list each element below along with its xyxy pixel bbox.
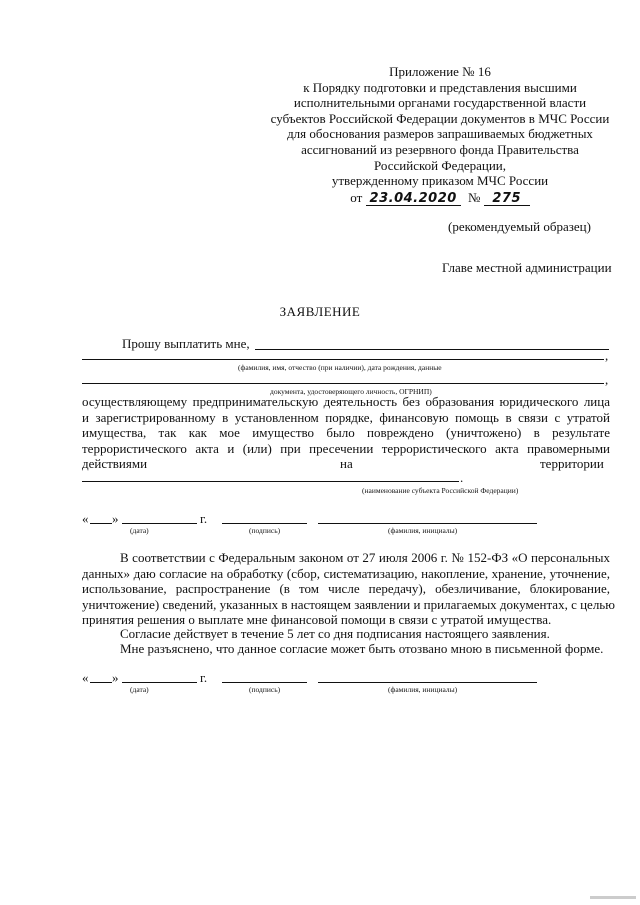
day-fill-line[interactable] <box>90 523 112 524</box>
name-fill-line-2[interactable] <box>82 359 604 360</box>
close-quote: » <box>112 511 119 526</box>
month-year-fill-line[interactable] <box>122 523 197 524</box>
caption-subject: (наименование субъекта Российской Федерации) <box>362 486 519 495</box>
comma: , <box>605 372 609 387</box>
open-quote: « <box>82 511 89 526</box>
paragraph-word: на <box>340 456 353 471</box>
order-number-handwritten: 275 <box>484 192 530 206</box>
header-line: исполнительными органами государственной власти <box>293 95 587 111</box>
paragraph-main <box>82 394 610 456</box>
subject-fill-line[interactable] <box>82 481 459 482</box>
caption-signature: (подпись) <box>249 685 281 694</box>
header-line: ассигнований из резервного фонда Правительства <box>301 141 579 157</box>
close-quote: » <box>112 670 119 685</box>
request-intro: Прошу выплатить мне, <box>122 336 250 351</box>
signature-fill-line[interactable] <box>222 682 307 683</box>
caption-initials: (фамилия, инициалы) <box>388 526 458 535</box>
paragraph-line: террористического акта и (или) при пресечении террористического акта правомерными <box>82 440 610 456</box>
header-line: Приложение № 16 <box>389 64 491 79</box>
initials-fill-line[interactable] <box>318 682 537 683</box>
caption-signature: (подпись) <box>249 526 281 535</box>
order-number-label: № <box>468 189 481 205</box>
consent-line: данных» даю согласие на обработку (сбор, систематизацию, накопление, хранение, уточнение, <box>82 565 610 581</box>
document-fill-line[interactable] <box>82 383 604 384</box>
paragraph-word: действиями <box>82 456 148 471</box>
year-suffix: г. <box>200 670 208 685</box>
consent-line: уничтожение) сведений, указанных в настоящем заявлении и прилагаемых документах, с целью <box>82 596 615 612</box>
revocation-statement: Мне разъяснено, что данное согласие может быть отозвано мною в письменной форме. <box>120 641 604 656</box>
consent-line: использование, распространение (в том числе передачу), обезличивание, блокирование, <box>82 581 610 597</box>
signature-fill-line[interactable] <box>222 523 307 524</box>
open-quote: « <box>82 670 89 685</box>
order-date-handwritten: 23.04.2020 <box>366 192 461 206</box>
header-line: Российской Федерации, <box>374 157 506 173</box>
order-from-label: от <box>350 189 363 205</box>
appendix-header <box>250 64 630 206</box>
consent-paragraph <box>82 550 615 628</box>
header-line: к Порядку подготовки и представления высшими <box>303 79 577 95</box>
header-line: субъектов Российской Федерации документов в МЧС России <box>270 110 610 126</box>
header-line: для обоснования размеров запрашиваемых бюджетных <box>287 126 593 142</box>
caption-initials: (фамилия, инициалы) <box>388 685 458 694</box>
addressee: Главе местной администрации <box>442 260 612 275</box>
recommended-sample-note: (рекомендуемый образец) <box>448 219 591 234</box>
year-suffix: г. <box>200 511 208 526</box>
paragraph-line: и зарегистрированному в установленном порядке, финансовую помощь в связи с утратой <box>82 409 610 425</box>
consent-line: В соответствии с Федеральным законом от 27 июля 2006 г. № 152-ФЗ «О персональных <box>120 550 610 565</box>
consent-line: принятия решения о выплате мне финансовой помощи в связи с утратой имущества. <box>82 612 552 628</box>
month-year-fill-line[interactable] <box>122 682 197 683</box>
caption-name: (фамилия, имя, отчество (при наличии), дата рождения, данные <box>238 363 442 372</box>
paragraph-word: территории <box>540 456 604 471</box>
day-fill-line[interactable] <box>90 682 112 683</box>
document-title: ЗАЯВЛЕНИЕ <box>279 304 361 319</box>
name-fill-line[interactable] <box>255 349 609 350</box>
paragraph-line: имущества, так как мое имущество было повреждено (уничтожено) в результате <box>82 425 610 441</box>
initials-fill-line[interactable] <box>318 523 537 524</box>
paragraph-line: осуществляющему предпринимательскую деятельность без образования юридического лица <box>82 394 610 409</box>
period: . <box>460 470 464 485</box>
scan-artifact <box>590 896 636 899</box>
caption-date: (дата) <box>130 685 149 694</box>
comma: , <box>605 348 609 363</box>
header-line: утвержденному приказом МЧС России <box>331 173 549 189</box>
caption-document: документа, удостоверяющего личность, ОГРНИП) <box>270 387 432 396</box>
order-line <box>250 190 630 206</box>
caption-date: (дата) <box>130 526 149 535</box>
validity-statement: Согласие действует в течение 5 лет со дня подписания настоящего заявления. <box>120 626 550 641</box>
